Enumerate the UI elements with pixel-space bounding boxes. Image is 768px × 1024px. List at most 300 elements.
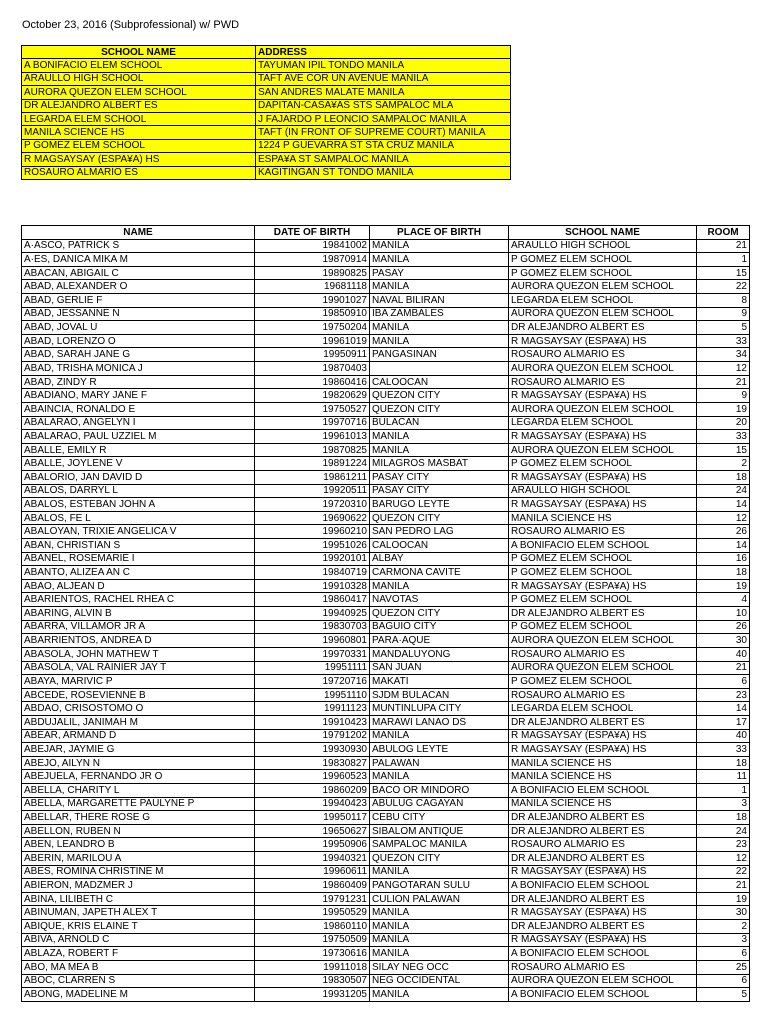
table-row: [22, 906, 750, 920]
name-cell: ABELLAR, THERE ROSE G: [22, 811, 255, 825]
table-row: [22, 743, 750, 757]
name-cell: ABALOS, FE L: [22, 511, 255, 525]
school-name-cell: DR ALEJANDRO ALBERT ES: [22, 99, 256, 112]
school-name-cell: P GOMEZ ELEM SCHOOL: [509, 593, 697, 607]
date-of-birth-cell: 19940321: [255, 852, 370, 866]
school-name-cell: ROSAURO ALMARIO ES: [509, 525, 697, 539]
school-name-cell: AURORA QUEZON ELEM SCHOOL: [509, 307, 697, 321]
school-name-cell: R MAGSAYSAY (ESPA¥A) HS: [509, 729, 697, 743]
school-name-cell: LEGARDA ELEM SCHOOL: [509, 702, 697, 716]
name-cell: ABAINCIA, RONALDO E: [22, 402, 255, 416]
place-of-birth-cell: PALAWAN: [370, 756, 509, 770]
room-cell: 30: [697, 634, 750, 648]
table-row: [22, 879, 750, 893]
room-cell: 33: [697, 743, 750, 757]
date-of-birth-cell: 19951026: [255, 539, 370, 553]
date-of-birth-cell: 19730616: [255, 947, 370, 961]
date-of-birth-cell: 19931205: [255, 988, 370, 1002]
place-of-birth-cell: CALOOCAN: [370, 539, 509, 553]
name-cell: ABALLE, JOYLENE V: [22, 457, 255, 471]
name-cell: ABACAN, ABIGAIL C: [22, 266, 255, 280]
table-row: [22, 525, 750, 539]
table-row: [22, 620, 750, 634]
name-cell: ABELLON, RUBEN N: [22, 824, 255, 838]
name-cell: ABARRIENTOS, ANDREA D: [22, 634, 255, 648]
room-cell: 14: [697, 539, 750, 553]
name-cell: ABANEL, ROSEMARIE I: [22, 552, 255, 566]
place-of-birth-cell: PASAY: [370, 266, 509, 280]
place-of-birth-cell: MANILA: [370, 280, 509, 294]
place-of-birth-cell: PASAY CITY: [370, 470, 509, 484]
roster-table-body: [22, 239, 750, 1001]
table-row: [22, 334, 750, 348]
room-cell: 12: [697, 511, 750, 525]
school-name-cell: AURORA QUEZON ELEM SCHOOL: [22, 86, 256, 99]
date-of-birth-cell: 19791202: [255, 729, 370, 743]
place-of-birth-cell: IBA ZAMBALES: [370, 307, 509, 321]
school-name-cell: A BONIFACIO ELEM SCHOOL: [509, 988, 697, 1002]
name-cell: ABANTO, ALIZEA AN C: [22, 566, 255, 580]
school-name-cell: P GOMEZ ELEM SCHOOL: [509, 675, 697, 689]
room-cell: 26: [697, 525, 750, 539]
address-cell: DAPITAN-CASA¥AS STS SAMPALOC MLA: [256, 99, 511, 112]
room-cell: 30: [697, 906, 750, 920]
date-of-birth-cell: 19911018: [255, 960, 370, 974]
school-name-cell: DR ALEJANDRO ALBERT ES: [509, 892, 697, 906]
date-of-birth-cell: 19681118: [255, 280, 370, 294]
place-of-birth-cell: QUEZON CITY: [370, 607, 509, 621]
room-cell: 4: [697, 593, 750, 607]
table-row: [22, 661, 750, 675]
name-cell: ABAN, CHRISTIAN S: [22, 539, 255, 553]
table-row: [22, 239, 750, 253]
place-of-birth-cell: MANILA: [370, 906, 509, 920]
table-row: [22, 294, 750, 308]
name-cell: ABEJO, AILYN N: [22, 756, 255, 770]
date-of-birth-cell: 19891224: [255, 457, 370, 471]
name-cell: ABAD, GERLIE F: [22, 294, 255, 308]
school-address-table: [21, 45, 511, 180]
school-name-cell: MANILA SCIENCE HS: [509, 797, 697, 811]
place-of-birth-cell: QUEZON CITY: [370, 389, 509, 403]
date-of-birth-cell: 19870403: [255, 362, 370, 376]
school-name-cell: MANILA SCIENCE HS: [509, 756, 697, 770]
school-name-cell: DR ALEJANDRO ALBERT ES: [509, 321, 697, 335]
school-name-cell: MANILA SCIENCE HS: [509, 511, 697, 525]
date-of-birth-cell: 19861211: [255, 470, 370, 484]
table-row: [22, 675, 750, 689]
place-of-birth-cell: BAGUIO CITY: [370, 620, 509, 634]
school-name-cell: R MAGSAYSAY (ESPA¥A) HS: [509, 865, 697, 879]
school-name-column-header: SCHOOL NAME: [509, 226, 697, 240]
room-cell: 14: [697, 702, 750, 716]
address-cell: ESPA¥A ST SAMPALOC MANILA: [256, 153, 511, 166]
room-cell: 23: [697, 838, 750, 852]
place-of-birth-cell: PASAY CITY: [370, 484, 509, 498]
room-cell: 18: [697, 756, 750, 770]
name-cell: ABONG, MADELINE M: [22, 988, 255, 1002]
room-cell: 1: [697, 783, 750, 797]
table-row: [22, 430, 750, 444]
table-row: [22, 321, 750, 335]
table-row: [22, 416, 750, 430]
name-cell: ABINUMAN, JAPETH ALEX T: [22, 906, 255, 920]
date-of-birth-cell: 19870825: [255, 443, 370, 457]
school-name-cell: R MAGSAYSAY (ESPA¥A) HS: [509, 430, 697, 444]
table-row: [22, 974, 750, 988]
table-row: [22, 892, 750, 906]
name-cell: ABINA, LILIBETH C: [22, 892, 255, 906]
date-of-birth-cell: 19840719: [255, 566, 370, 580]
name-cell: ABIVA, ARNOLD C: [22, 933, 255, 947]
school-table-header-row: [22, 46, 511, 59]
school-row: [22, 72, 511, 85]
room-cell: 34: [697, 348, 750, 362]
place-of-birth-cell: MANILA: [370, 253, 509, 267]
room-cell: 1: [697, 253, 750, 267]
date-of-birth-cell: 19960611: [255, 865, 370, 879]
place-of-birth-cell: ALBAY: [370, 552, 509, 566]
name-cell: ABALOS, DARRYL L: [22, 484, 255, 498]
name-cell: A·ES, DANICA MIKA M: [22, 253, 255, 267]
room-cell: 8: [697, 294, 750, 308]
table-row: [22, 593, 750, 607]
date-of-birth-cell: 19940925: [255, 607, 370, 621]
name-cell: ABAD, JOVAL U: [22, 321, 255, 335]
name-cell: ABDUJALIL, JANIMAH M: [22, 715, 255, 729]
school-name-cell: DR ALEJANDRO ALBERT ES: [509, 920, 697, 934]
place-of-birth-cell: NEG OCCIDENTAL: [370, 974, 509, 988]
room-cell: 19: [697, 402, 750, 416]
place-of-birth-cell: MANILA: [370, 430, 509, 444]
place-of-birth-cell: MANILA: [370, 334, 509, 348]
school-name-cell: P GOMEZ ELEM SCHOOL: [509, 253, 697, 267]
table-row: [22, 389, 750, 403]
place-of-birth-cell: MANILA: [370, 933, 509, 947]
room-cell: 40: [697, 729, 750, 743]
date-of-birth-cell: 19720310: [255, 498, 370, 512]
room-cell: 21: [697, 239, 750, 253]
date-of-birth-cell: 19961013: [255, 430, 370, 444]
school-name-cell: P GOMEZ ELEM SCHOOL: [509, 620, 697, 634]
room-cell: 24: [697, 484, 750, 498]
table-row: [22, 729, 750, 743]
room-cell: 10: [697, 607, 750, 621]
name-cell: ABALARAO, PAUL UZZIEL M: [22, 430, 255, 444]
name-cell: ABES, ROMINA CHRISTINE M: [22, 865, 255, 879]
date-of-birth-cell: 19750204: [255, 321, 370, 335]
school-name-cell: MANILA SCIENCE HS: [22, 126, 256, 139]
address-cell: KAGITINGAN ST TONDO MANILA: [256, 166, 511, 179]
name-cell: ABADIANO, MARY JANE F: [22, 389, 255, 403]
date-of-birth-cell: 19940423: [255, 797, 370, 811]
school-name-cell: R MAGSAYSAY (ESPA¥A) HS: [509, 743, 697, 757]
table-row: [22, 811, 750, 825]
table-row: [22, 566, 750, 580]
room-cell: 33: [697, 334, 750, 348]
place-of-birth-cell: MANILA: [370, 770, 509, 784]
room-cell: 18: [697, 566, 750, 580]
table-row: [22, 539, 750, 553]
room-cell: 5: [697, 988, 750, 1002]
room-cell: 22: [697, 280, 750, 294]
school-name-cell: ARAULLO HIGH SCHOOL: [509, 239, 697, 253]
room-column-header: ROOM: [697, 226, 750, 240]
place-of-birth-cell: MARAWI LANAO DS: [370, 715, 509, 729]
table-row: [22, 511, 750, 525]
date-of-birth-cell: 19820629: [255, 389, 370, 403]
room-cell: 18: [697, 811, 750, 825]
date-of-birth-cell: 19841002: [255, 239, 370, 253]
school-name-cell: AURORA QUEZON ELEM SCHOOL: [509, 661, 697, 675]
table-row: [22, 280, 750, 294]
school-name-cell: ROSAURO ALMARIO ES: [509, 960, 697, 974]
place-of-birth-cell: MANILA: [370, 321, 509, 335]
place-of-birth-cell: SILAY NEG OCC: [370, 960, 509, 974]
place-of-birth-cell: QUEZON CITY: [370, 852, 509, 866]
school-name-cell: MANILA SCIENCE HS: [509, 770, 697, 784]
name-cell: ABO, MA MEA B: [22, 960, 255, 974]
name-cell: ABIERON, MADZMER J: [22, 879, 255, 893]
date-of-birth-cell: 19920101: [255, 552, 370, 566]
date-of-birth-cell: 19961019: [255, 334, 370, 348]
name-cell: ABAD, ZINDY R: [22, 375, 255, 389]
school-row: [22, 153, 511, 166]
name-cell: ABEN, LEANDRO B: [22, 838, 255, 852]
name-cell: ABELLA, MARGARETTE PAULYNE P: [22, 797, 255, 811]
name-cell: ABARIENTOS, RACHEL RHEA C: [22, 593, 255, 607]
place-of-birth-cell: PANGASINAN: [370, 348, 509, 362]
school-name-cell: R MAGSAYSAY (ESPA¥A) HS: [509, 906, 697, 920]
room-cell: 33: [697, 430, 750, 444]
room-cell: 9: [697, 389, 750, 403]
date-of-birth-cell: 19920511: [255, 484, 370, 498]
school-row: [22, 112, 511, 125]
table-row: [22, 838, 750, 852]
school-name-cell: ROSAURO ALMARIO ES: [509, 838, 697, 852]
table-row: [22, 634, 750, 648]
room-cell: 18: [697, 470, 750, 484]
date-of-birth-cell: 19951110: [255, 688, 370, 702]
name-cell: ABLAZA, ROBERT F: [22, 947, 255, 961]
date-of-birth-cell: 19860417: [255, 593, 370, 607]
address-column-header: ADDRESS: [256, 46, 511, 59]
place-of-birth-cell: NAVAL BILIRAN: [370, 294, 509, 308]
place-of-birth-cell: SJDM BULACAN: [370, 688, 509, 702]
roster-header-row: [22, 226, 750, 240]
date-of-birth-cell: 19950117: [255, 811, 370, 825]
table-row: [22, 457, 750, 471]
school-name-cell: R MAGSAYSAY (ESPA¥A) HS: [509, 389, 697, 403]
school-name-cell: A BONIFACIO ELEM SCHOOL: [509, 947, 697, 961]
name-cell: ABAD, LORENZO O: [22, 334, 255, 348]
room-cell: 25: [697, 960, 750, 974]
date-of-birth-cell: 19960523: [255, 770, 370, 784]
table-row: [22, 253, 750, 267]
room-cell: 6: [697, 974, 750, 988]
school-name-cell: P GOMEZ ELEM SCHOOL: [509, 457, 697, 471]
place-of-birth-cell: ABULOG LEYTE: [370, 743, 509, 757]
school-name-cell: A BONIFACIO ELEM SCHOOL: [509, 783, 697, 797]
school-name-cell: AURORA QUEZON ELEM SCHOOL: [509, 634, 697, 648]
school-name-cell: R MAGSAYSAY (ESPA¥A) HS: [22, 153, 256, 166]
room-cell: 19: [697, 579, 750, 593]
name-cell: ABAD, ALEXANDER O: [22, 280, 255, 294]
school-name-cell: ROSAURO ALMARIO ES: [509, 647, 697, 661]
place-of-birth-cell: BULACAN: [370, 416, 509, 430]
school-name-cell: ROSAURO ALMARIO ES: [509, 348, 697, 362]
place-of-birth-cell: SAN JUAN: [370, 661, 509, 675]
room-cell: 12: [697, 852, 750, 866]
date-of-birth-cell: 19970331: [255, 647, 370, 661]
school-name-cell: DR ALEJANDRO ALBERT ES: [509, 607, 697, 621]
table-row: [22, 266, 750, 280]
date-of-birth-cell: 19960210: [255, 525, 370, 539]
table-row: [22, 552, 750, 566]
room-cell: 40: [697, 647, 750, 661]
room-cell: 3: [697, 797, 750, 811]
table-row: [22, 797, 750, 811]
address-cell: TAFT (IN FRONT OF SUPREME COURT) MANILA: [256, 126, 511, 139]
room-cell: 21: [697, 661, 750, 675]
date-of-birth-cell: 19720716: [255, 675, 370, 689]
date-of-birth-cell: 19911123: [255, 702, 370, 716]
table-row: [22, 647, 750, 661]
name-cell: ABAD, TRISHA MONICA J: [22, 362, 255, 376]
place-of-birth-cell: MANILA: [370, 443, 509, 457]
room-cell: 19: [697, 892, 750, 906]
room-cell: 23: [697, 688, 750, 702]
table-row: [22, 362, 750, 376]
name-cell: ABOC, CLARREN S: [22, 974, 255, 988]
school-name-cell: P GOMEZ ELEM SCHOOL: [509, 266, 697, 280]
school-name-cell: DR ALEJANDRO ALBERT ES: [509, 715, 697, 729]
address-cell: TAFT AVE COR UN AVENUE MANILA: [256, 72, 511, 85]
school-row: [22, 126, 511, 139]
date-of-birth-cell: 19901027: [255, 294, 370, 308]
name-cell: ABALOS, ESTEBAN JOHN A: [22, 498, 255, 512]
table-row: [22, 348, 750, 362]
room-cell: 21: [697, 879, 750, 893]
name-cell: ABALARAO, ANGELYN I: [22, 416, 255, 430]
date-of-birth-cell: 19830703: [255, 620, 370, 634]
date-of-birth-cell: 19860110: [255, 920, 370, 934]
date-of-birth-cell: 19910328: [255, 579, 370, 593]
date-of-birth-cell: 19860416: [255, 375, 370, 389]
place-of-birth-cell: MANILA: [370, 729, 509, 743]
name-cell: ABASOLA, JOHN MATHEW T: [22, 647, 255, 661]
document-heading: October 23, 2016 (Subprofessional) w/ PWD: [22, 19, 240, 31]
room-cell: 9: [697, 307, 750, 321]
table-row: [22, 498, 750, 512]
place-of-birth-cell: PANGOTARAN SULU: [370, 879, 509, 893]
room-cell: 24: [697, 824, 750, 838]
date-of-birth-cell: 19950906: [255, 838, 370, 852]
table-row: [22, 920, 750, 934]
school-name-cell: DR ALEJANDRO ALBERT ES: [509, 852, 697, 866]
date-of-birth-cell: 19690622: [255, 511, 370, 525]
name-cell: ABDAO, CRISOSTOMO O: [22, 702, 255, 716]
name-column-header: NAME: [22, 226, 255, 240]
room-cell: 3: [697, 933, 750, 947]
school-name-cell: ROSAURO ALMARIO ES: [22, 166, 256, 179]
school-name-cell: AURORA QUEZON ELEM SCHOOL: [509, 362, 697, 376]
room-cell: 15: [697, 443, 750, 457]
place-of-birth-cell: NAVOTAS: [370, 593, 509, 607]
room-cell: 14: [697, 498, 750, 512]
place-of-birth-cell: MANILA: [370, 988, 509, 1002]
school-name-cell: AURORA QUEZON ELEM SCHOOL: [509, 280, 697, 294]
place-of-birth-cell: MANILA: [370, 920, 509, 934]
date-of-birth-cell: 19791231: [255, 892, 370, 906]
place-of-birth-cell: MAKATI: [370, 675, 509, 689]
address-cell: 1224 P GUEVARRA ST STA CRUZ MANILA: [256, 139, 511, 152]
school-name-cell: LEGARDA ELEM SCHOOL: [509, 294, 697, 308]
school-name-cell: R MAGSAYSAY (ESPA¥A) HS: [509, 579, 697, 593]
school-name-cell: R MAGSAYSAY (ESPA¥A) HS: [509, 334, 697, 348]
date-of-birth-cell: 19950529: [255, 906, 370, 920]
name-cell: ABERIN, MARILOU A: [22, 852, 255, 866]
table-row: [22, 756, 750, 770]
school-row: [22, 139, 511, 152]
table-row: [22, 783, 750, 797]
place-of-birth-cell: SIBALOM ANTIQUE: [370, 824, 509, 838]
name-cell: ABEJAR, JAYMIE G: [22, 743, 255, 757]
room-cell: 16: [697, 552, 750, 566]
place-of-birth-cell: CULION PALAWAN: [370, 892, 509, 906]
school-row: [22, 86, 511, 99]
table-row: [22, 960, 750, 974]
school-name-cell: P GOMEZ ELEM SCHOOL: [509, 552, 697, 566]
name-cell: ABEAR, ARMAND D: [22, 729, 255, 743]
name-cell: ABALORIO, JAN DAVID D: [22, 470, 255, 484]
date-of-birth-cell: 19860409: [255, 879, 370, 893]
date-of-birth-cell: 19960801: [255, 634, 370, 648]
table-row: [22, 579, 750, 593]
name-cell: ABEJUELA, FERNANDO JR O: [22, 770, 255, 784]
school-name-cell: ROSAURO ALMARIO ES: [509, 688, 697, 702]
name-cell: ABAYA, MARIVIC P: [22, 675, 255, 689]
place-of-birth-cell: MANILA: [370, 579, 509, 593]
place-of-birth-cell: MANILA: [370, 239, 509, 253]
place-of-birth-cell: MANDALUYONG: [370, 647, 509, 661]
school-name-cell: A BONIFACIO ELEM SCHOOL: [509, 879, 697, 893]
school-name-cell: AURORA QUEZON ELEM SCHOOL: [509, 402, 697, 416]
school-row: [22, 99, 511, 112]
room-cell: 21: [697, 375, 750, 389]
table-row: [22, 484, 750, 498]
place-of-birth-cell: QUEZON CITY: [370, 511, 509, 525]
school-name-cell: R MAGSAYSAY (ESPA¥A) HS: [509, 498, 697, 512]
school-name-cell: AURORA QUEZON ELEM SCHOOL: [509, 443, 697, 457]
school-row: [22, 59, 511, 72]
school-name-cell: ARAULLO HIGH SCHOOL: [22, 72, 256, 85]
address-cell: TAYUMAN IPIL TONDO MANILA: [256, 59, 511, 72]
room-cell: 15: [697, 266, 750, 280]
school-name-cell: AURORA QUEZON ELEM SCHOOL: [509, 974, 697, 988]
school-name-cell: DR ALEJANDRO ALBERT ES: [509, 824, 697, 838]
date-of-birth-cell: 19950911: [255, 348, 370, 362]
room-cell: 22: [697, 865, 750, 879]
school-name-cell: LEGARDA ELEM SCHOOL: [509, 416, 697, 430]
table-row: [22, 715, 750, 729]
school-name-cell: R MAGSAYSAY (ESPA¥A) HS: [509, 933, 697, 947]
name-cell: A·ASCO, PATRICK S: [22, 239, 255, 253]
school-name-cell: ARAULLO HIGH SCHOOL: [509, 484, 697, 498]
name-cell: ABASOLA, VAL RAINIER JAY T: [22, 661, 255, 675]
room-cell: 6: [697, 675, 750, 689]
place-of-birth-cell: SAMPALOC MANILA: [370, 838, 509, 852]
